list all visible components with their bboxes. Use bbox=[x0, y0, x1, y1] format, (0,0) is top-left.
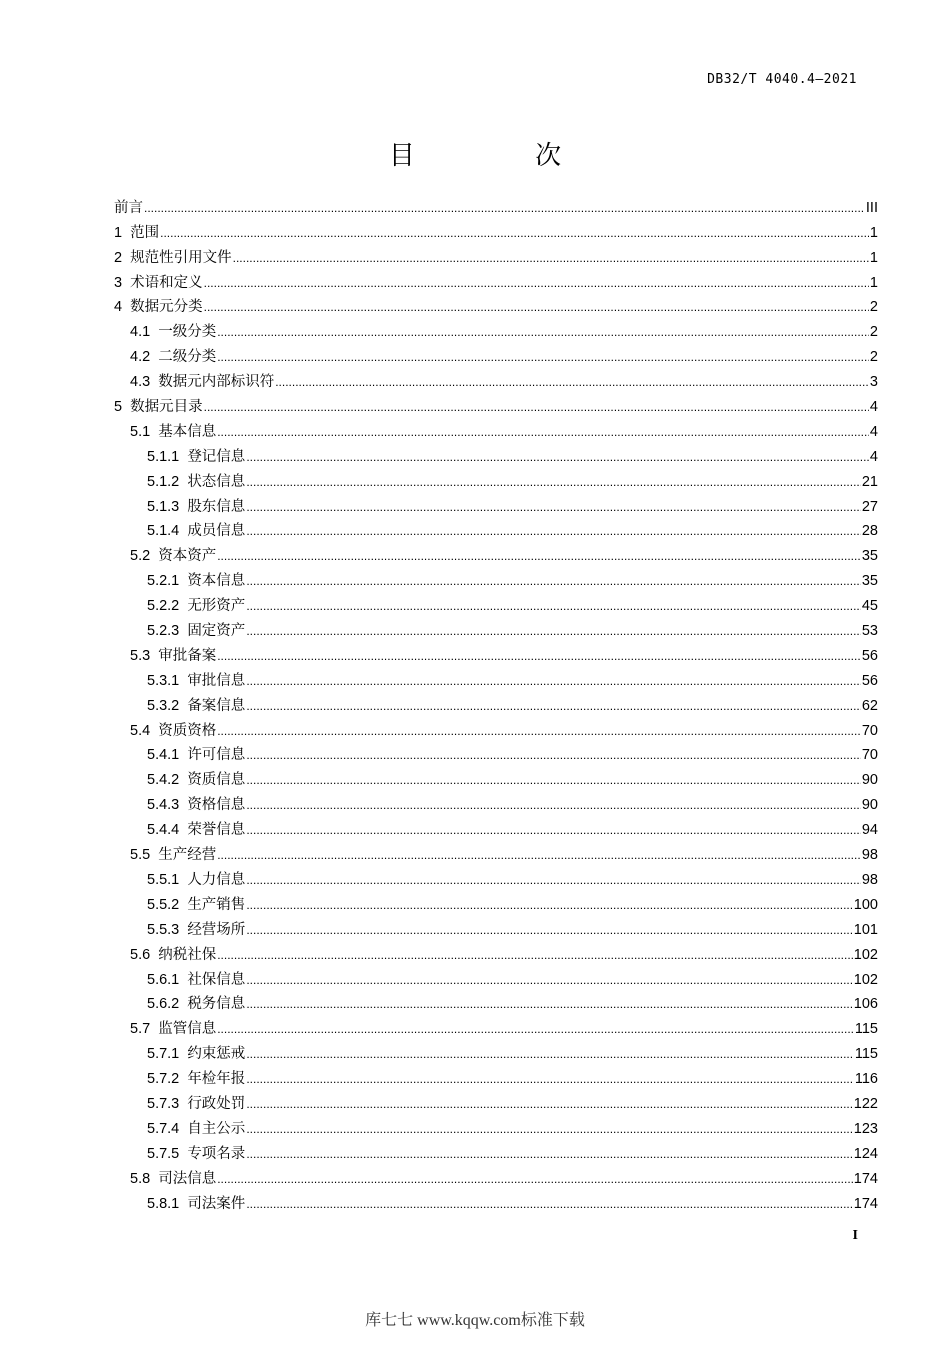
toc-entry-page: 2 bbox=[869, 299, 878, 316]
toc-entry-number: 5.5.2 bbox=[147, 896, 188, 913]
toc-dot-leader bbox=[217, 547, 861, 565]
toc-entry[interactable] bbox=[114, 341, 878, 366]
toc-entry-title: 资质资格 bbox=[158, 722, 217, 739]
toc-entry-page: 56 bbox=[861, 647, 878, 664]
toc-entry-page: 98 bbox=[861, 847, 878, 864]
toc-entry-title: 二级分类 bbox=[158, 349, 217, 366]
toc-entry-title: 监管信息 bbox=[158, 1021, 217, 1038]
page-title: 目 次 bbox=[388, 141, 618, 171]
toc-dot-leader bbox=[204, 274, 869, 292]
toc-entry-number: 1 bbox=[114, 224, 131, 241]
toc-entry-number: 5.5 bbox=[130, 847, 159, 864]
toc-entry[interactable] bbox=[114, 441, 878, 466]
toc-dot-leader bbox=[246, 597, 861, 615]
toc-entry-title: 数据元分类 bbox=[130, 299, 203, 316]
toc-entry[interactable] bbox=[114, 665, 878, 690]
toc-dot-leader bbox=[217, 1020, 854, 1038]
toc-entry-page: 70 bbox=[861, 747, 878, 764]
toc-entry-number: 5.1.4 bbox=[147, 523, 188, 540]
toc-entry-number: 5.4.3 bbox=[147, 797, 188, 814]
toc-dot-leader bbox=[217, 722, 861, 740]
toc-entry-page: 102 bbox=[853, 971, 878, 988]
toc-entry-page: 21 bbox=[861, 473, 878, 490]
toc-dot-leader bbox=[246, 697, 861, 715]
toc-entry[interactable] bbox=[114, 491, 878, 516]
toc-entry-number: 5.2.3 bbox=[147, 623, 188, 640]
toc-entry-number: 5.4.4 bbox=[147, 822, 188, 839]
toc-entry-title: 资质信息 bbox=[187, 772, 246, 789]
toc-dot-leader bbox=[217, 348, 869, 366]
toc-dot-leader bbox=[217, 946, 853, 964]
toc-dot-leader bbox=[246, 821, 861, 839]
toc-entry-title: 基本信息 bbox=[158, 423, 217, 440]
toc-dot-leader bbox=[217, 1170, 853, 1188]
toc-dot-leader bbox=[246, 1145, 852, 1163]
toc-entry-number: 5.2 bbox=[130, 548, 159, 565]
toc-dot-leader bbox=[246, 672, 861, 690]
toc-entry-title: 年检年报 bbox=[187, 1071, 246, 1088]
toc-entry-number: 5.4.1 bbox=[147, 747, 188, 764]
toc-entry[interactable] bbox=[114, 391, 878, 416]
toc-entry[interactable] bbox=[114, 889, 878, 914]
toc-entry-number: 5.1 bbox=[130, 423, 159, 440]
toc-entry[interactable] bbox=[114, 1138, 878, 1163]
toc-dot-leader bbox=[217, 323, 869, 341]
toc-dot-leader bbox=[246, 746, 861, 764]
toc-dot-leader bbox=[246, 498, 861, 516]
toc-entry-number: 5.6.1 bbox=[147, 971, 188, 988]
toc-entry-number: 5.4.2 bbox=[147, 772, 188, 789]
toc-entry-page: 101 bbox=[853, 921, 878, 938]
standard-code: DB32/T 4040.4—2021 bbox=[707, 72, 857, 87]
toc-entry[interactable] bbox=[114, 939, 878, 964]
toc-entry-page: 2 bbox=[869, 324, 878, 341]
toc-entry[interactable] bbox=[114, 789, 878, 814]
toc-entry-page: 35 bbox=[861, 548, 878, 565]
toc-dot-leader bbox=[246, 1195, 852, 1213]
toc-dot-leader bbox=[246, 796, 861, 814]
toc-entry[interactable] bbox=[114, 864, 878, 889]
toc-entry-number: 5.5.1 bbox=[147, 871, 188, 888]
toc-entry-title: 术语和定义 bbox=[130, 274, 203, 291]
toc-entry[interactable] bbox=[114, 242, 878, 267]
toc-dot-leader bbox=[233, 249, 869, 267]
toc-entry-page: 3 bbox=[869, 374, 878, 391]
toc-entry-title: 许可信息 bbox=[187, 747, 246, 764]
table-of-contents bbox=[114, 192, 878, 1213]
toc-entry-page: 1 bbox=[869, 224, 878, 241]
toc-entry-number: 5.6 bbox=[130, 946, 159, 963]
toc-entry-number: 5.1.2 bbox=[147, 473, 188, 490]
toc-entry-title: 登记信息 bbox=[187, 448, 246, 465]
toc-entry[interactable] bbox=[114, 914, 878, 939]
toc-entry[interactable] bbox=[114, 416, 878, 441]
toc-entry-page: 123 bbox=[853, 1120, 878, 1137]
toc-entry[interactable] bbox=[114, 640, 878, 665]
toc-entry-page: 28 bbox=[861, 523, 878, 540]
toc-entry-title: 数据元目录 bbox=[130, 399, 203, 416]
toc-entry-page: 56 bbox=[861, 672, 878, 689]
toc-entry-page: 4 bbox=[869, 448, 878, 465]
toc-entry[interactable] bbox=[114, 764, 878, 789]
toc-dot-leader bbox=[246, 522, 861, 540]
toc-entry-number: 5.7.1 bbox=[147, 1046, 188, 1063]
toc-entry[interactable] bbox=[114, 1088, 878, 1113]
toc-entry[interactable] bbox=[114, 316, 878, 341]
toc-entry-number: 5.4 bbox=[130, 722, 159, 739]
toc-entry-number: 5.5.3 bbox=[147, 921, 188, 938]
toc-entry-page: 122 bbox=[853, 1095, 878, 1112]
toc-entry-title: 纳税社保 bbox=[158, 946, 217, 963]
toc-dot-leader bbox=[160, 224, 869, 242]
toc-dot-leader bbox=[246, 1045, 854, 1063]
toc-entry-title: 司法案件 bbox=[187, 1195, 246, 1212]
toc-entry-page: 2 bbox=[869, 349, 878, 366]
toc-entry-page: 124 bbox=[853, 1145, 878, 1162]
toc-entry[interactable] bbox=[114, 715, 878, 740]
toc-entry-page: 4 bbox=[869, 399, 878, 416]
toc-entry-number: 5.2.1 bbox=[147, 573, 188, 590]
toc-entry-title: 备案信息 bbox=[187, 697, 246, 714]
watermark-text: 库七七 www.kqqw.com标准下载 bbox=[365, 1312, 585, 1329]
toc-entry-page: 27 bbox=[861, 498, 878, 515]
toc-entry-number: 5.7.3 bbox=[147, 1095, 188, 1112]
toc-entry[interactable] bbox=[114, 1013, 878, 1038]
toc-entry-title: 经营场所 bbox=[187, 921, 246, 938]
toc-entry-page: 174 bbox=[853, 1170, 878, 1187]
toc-entry-number: 4.1 bbox=[130, 324, 159, 341]
toc-entry-title: 司法信息 bbox=[158, 1170, 217, 1187]
toc-dot-leader bbox=[144, 199, 865, 217]
toc-entry-page: 115 bbox=[854, 1021, 878, 1038]
toc-entry-page: 115 bbox=[854, 1046, 878, 1063]
toc-entry-title: 股东信息 bbox=[187, 498, 246, 515]
toc-entry-number: 3 bbox=[114, 274, 131, 291]
toc-entry-number: 4.3 bbox=[130, 374, 159, 391]
toc-entry-number: 5.1.1 bbox=[147, 448, 188, 465]
toc-entry-title: 专项名录 bbox=[187, 1145, 246, 1162]
toc-entry-number: 4 bbox=[114, 299, 131, 316]
toc-entry[interactable] bbox=[114, 267, 878, 292]
toc-dot-leader bbox=[246, 896, 852, 914]
toc-entry[interactable] bbox=[114, 989, 878, 1014]
toc-entry-number: 5 bbox=[114, 399, 131, 416]
toc-entry-number: 5.7.5 bbox=[147, 1145, 188, 1162]
toc-entry-page: 100 bbox=[853, 896, 878, 913]
toc-entry-page: 98 bbox=[861, 871, 878, 888]
toc-dot-leader bbox=[217, 647, 861, 665]
toc-entry-title: 资本资产 bbox=[158, 548, 217, 565]
toc-dot-leader bbox=[246, 473, 861, 491]
toc-entry-title: 范围 bbox=[130, 224, 160, 241]
toc-entry-page: 53 bbox=[861, 623, 878, 640]
toc-entry-page: 90 bbox=[861, 772, 878, 789]
toc-entry[interactable] bbox=[114, 516, 878, 541]
toc-entry-number: 2 bbox=[114, 249, 131, 266]
toc-dot-leader bbox=[246, 1120, 852, 1138]
toc-entry-number: 5.7.4 bbox=[147, 1120, 188, 1137]
toc-dot-leader bbox=[246, 771, 861, 789]
toc-entry-title: 行政处罚 bbox=[187, 1095, 246, 1112]
toc-entry-title: 无形资产 bbox=[187, 598, 246, 615]
toc-entry[interactable] bbox=[114, 565, 878, 590]
toc-entry-page: 62 bbox=[861, 697, 878, 714]
toc-entry-page: III bbox=[865, 199, 878, 216]
toc-dot-leader bbox=[246, 1070, 854, 1088]
toc-entry-title: 生产经营 bbox=[158, 847, 217, 864]
toc-dot-leader bbox=[217, 846, 861, 864]
toc-entry-title: 荣誉信息 bbox=[187, 822, 246, 839]
toc-dot-leader bbox=[246, 448, 869, 466]
toc-entry-number: 5.7.2 bbox=[147, 1071, 188, 1088]
toc-entry-title: 社保信息 bbox=[187, 971, 246, 988]
toc-entry[interactable] bbox=[114, 839, 878, 864]
toc-entry-title: 自主公示 bbox=[187, 1120, 246, 1137]
toc-entry-page: 174 bbox=[853, 1195, 878, 1212]
toc-entry[interactable] bbox=[114, 192, 878, 217]
toc-entry-number: 5.2.2 bbox=[147, 598, 188, 615]
toc-dot-leader bbox=[217, 423, 869, 441]
toc-entry-number: 5.8.1 bbox=[147, 1195, 188, 1212]
toc-dot-leader bbox=[204, 398, 869, 416]
toc-entry[interactable] bbox=[114, 814, 878, 839]
toc-entry[interactable] bbox=[114, 615, 878, 640]
toc-entry-page: 1 bbox=[869, 274, 878, 291]
toc-entry[interactable] bbox=[114, 466, 878, 491]
toc-dot-leader bbox=[275, 373, 869, 391]
toc-entry-title: 成员信息 bbox=[187, 523, 246, 540]
toc-entry-number: 5.6.2 bbox=[147, 996, 188, 1013]
toc-entry-title: 前言 bbox=[114, 199, 143, 216]
toc-entry-page: 102 bbox=[853, 946, 878, 963]
toc-entry[interactable] bbox=[114, 1188, 878, 1213]
toc-entry[interactable] bbox=[114, 292, 878, 317]
toc-dot-leader bbox=[246, 572, 861, 590]
toc-dot-leader bbox=[246, 1095, 852, 1113]
toc-entry-title: 人力信息 bbox=[187, 871, 246, 888]
toc-entry-title: 数据元内部标识符 bbox=[158, 374, 275, 391]
toc-entry-page: 1 bbox=[869, 249, 878, 266]
toc-entry-number: 5.3 bbox=[130, 647, 159, 664]
toc-entry[interactable] bbox=[114, 590, 878, 615]
toc-dot-leader bbox=[246, 971, 852, 989]
toc-entry-title: 生产销售 bbox=[187, 896, 246, 913]
toc-entry-title: 状态信息 bbox=[187, 473, 246, 490]
toc-entry-page: 45 bbox=[861, 598, 878, 615]
toc-entry-title: 约束惩戒 bbox=[187, 1046, 246, 1063]
toc-dot-leader bbox=[246, 871, 861, 889]
toc-entry-page: 94 bbox=[861, 822, 878, 839]
toc-entry-page: 90 bbox=[861, 797, 878, 814]
toc-entry-number: 5.1.3 bbox=[147, 498, 188, 515]
toc-entry-title: 固定资产 bbox=[187, 623, 246, 640]
toc-entry-title: 资格信息 bbox=[187, 797, 246, 814]
toc-entry[interactable] bbox=[114, 690, 878, 715]
toc-entry[interactable] bbox=[114, 1113, 878, 1138]
toc-entry[interactable] bbox=[114, 1163, 878, 1188]
toc-entry-page: 106 bbox=[853, 996, 878, 1013]
toc-entry-page: 4 bbox=[869, 423, 878, 440]
toc-entry-title: 税务信息 bbox=[187, 996, 246, 1013]
toc-entry-title: 资本信息 bbox=[187, 573, 246, 590]
toc-entry[interactable] bbox=[114, 1063, 878, 1088]
toc-entry-page: 70 bbox=[861, 722, 878, 739]
toc-entry-number: 4.2 bbox=[130, 349, 159, 366]
toc-entry-page: 116 bbox=[854, 1071, 878, 1088]
toc-entry[interactable] bbox=[114, 964, 878, 989]
toc-entry[interactable] bbox=[114, 366, 878, 391]
toc-entry-title: 一级分类 bbox=[158, 324, 217, 341]
toc-dot-leader bbox=[204, 298, 869, 316]
toc-entry-number: 5.8 bbox=[130, 1170, 159, 1187]
toc-entry-title: 规范性引用文件 bbox=[130, 249, 232, 266]
page-numeral: I bbox=[852, 1228, 858, 1243]
toc-dot-leader bbox=[246, 995, 852, 1013]
toc-entry-title: 审批备案 bbox=[158, 647, 217, 664]
toc-entry-title: 审批信息 bbox=[187, 672, 246, 689]
toc-entry-page: 35 bbox=[861, 573, 878, 590]
toc-entry[interactable] bbox=[114, 217, 878, 242]
toc-entry-number: 5.3.1 bbox=[147, 672, 188, 689]
toc-entry-number: 5.7 bbox=[130, 1021, 159, 1038]
toc-entry[interactable] bbox=[114, 1038, 878, 1063]
toc-dot-leader bbox=[246, 921, 852, 939]
toc-dot-leader bbox=[246, 622, 861, 640]
toc-entry[interactable] bbox=[114, 540, 878, 565]
toc-entry[interactable] bbox=[114, 740, 878, 765]
toc-entry-number: 5.3.2 bbox=[147, 697, 188, 714]
